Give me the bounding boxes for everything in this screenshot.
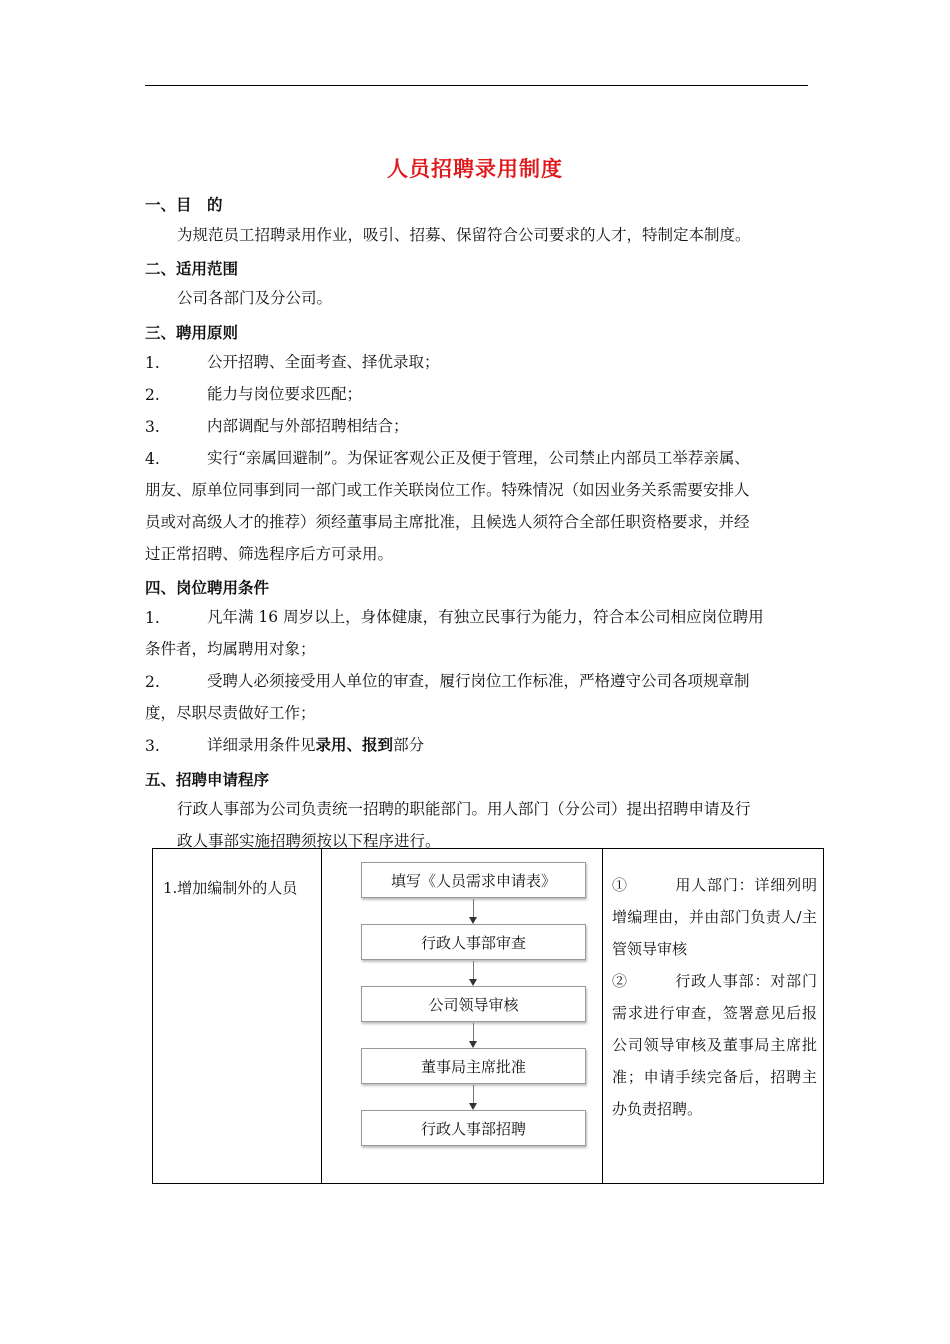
row-label: 1.增加编制外的人员: [163, 879, 298, 897]
principle-item-2: 能力与岗位要求匹配；: [207, 385, 363, 403]
flow-table: [152, 848, 824, 1184]
flow-step-3: 公司领导审核: [361, 986, 586, 1022]
purpose-text: 为规范员工招聘录用作业，吸引、招募、保留符合公司要求的人才，特制定本制度。: [177, 226, 751, 244]
condition-item-2-line1: 受聘人必须接受用人单位的审查，履行岗位工作标准，严格遵守公司各项规章制: [207, 672, 750, 690]
scope-text: 公司各部门及分公司。: [177, 289, 333, 307]
list-item-number: 1.: [145, 609, 160, 627]
flow-step-1: 填写《人员需求申请表》: [361, 862, 586, 898]
separator: 、: [346, 735, 363, 754]
table-divider: [321, 849, 322, 1183]
condition-item-2-line2: 度，尽职尽责做好工作；: [145, 704, 316, 722]
document-title: 人员招聘录用制度: [387, 156, 563, 181]
principle-item-4-line4: 过正常招聘、筛选程序后方可录用。: [145, 545, 394, 563]
flow-step-2: 行政人事部审查: [361, 924, 586, 960]
section-heading-principles: 三、聘用原则: [145, 323, 239, 342]
list-item-number: 4.: [145, 450, 160, 468]
link-text-luyong: 录用: [315, 735, 347, 754]
principle-item-3: 内部调配与外部招聘相结合；: [207, 417, 409, 435]
note-item-1: ① 用人部门：详细列明增编理由，并由部门负责人/主管领导审核: [612, 876, 817, 958]
flow-notes: [612, 869, 817, 1125]
section-heading-conditions: 四、岗位聘用条件: [145, 578, 270, 597]
principle-item-1: 公开招聘、全面考查、择优录取；: [207, 353, 440, 371]
list-item-number: 2.: [145, 386, 160, 404]
section-heading-procedure: 五、招聘申请程序: [145, 770, 270, 789]
note-item-2: ② 行政人事部：对部门需求进行审查，签署意见后报公司领导审核及董事局主席批准；申请手续完备后，招聘主办负责招聘。: [612, 972, 817, 1118]
list-item-number: 1.: [145, 354, 160, 372]
condition-item-3: [207, 729, 424, 761]
link-text-baodao: 报到: [362, 735, 394, 754]
principle-item-4-line3: 员或对高级人才的推荐）须经董事局主席批准，且候选人须符合全部任职资格要求，并经: [145, 513, 750, 531]
condition-item-3-pre: 详细录用条件见: [207, 736, 316, 754]
section-heading-scope: 二、适用范围: [145, 259, 239, 278]
header-rule: [145, 85, 808, 86]
section-heading-purpose: 一、目 的: [145, 195, 223, 214]
table-divider: [602, 849, 603, 1183]
list-item-number: 2.: [145, 673, 160, 691]
condition-item-3-post: 部分: [393, 736, 425, 754]
procedure-text-line2: 政人事部实施招聘须按以下程序进行。: [177, 832, 441, 850]
list-item-number: 3.: [145, 737, 160, 755]
procedure-text-line1: 行政人事部为公司负责统一招聘的职能部门。用人部门（分公司）提出招聘申请及行: [177, 800, 751, 818]
condition-item-1-line2: 条件者，均属聘用对象；: [145, 640, 316, 658]
principle-item-4-line2: 朋友、原单位同事到同一部门或工作关联岗位工作。特殊情况（如因业务关系需要安排人: [145, 481, 750, 499]
condition-item-1-line1: 凡年满 16 周岁以上，身体健康，有独立民事行为能力，符合本公司相应岗位聘用: [207, 608, 764, 626]
list-item-number: 3.: [145, 418, 160, 436]
flow-step-5: 行政人事部招聘: [361, 1110, 586, 1146]
flow-step-4: 董事局主席批准: [361, 1048, 586, 1084]
principle-item-4-line1: 实行“亲属回避制”。为保证客观公正及便于管理，公司禁止内部员工举荐亲属、: [207, 449, 750, 467]
